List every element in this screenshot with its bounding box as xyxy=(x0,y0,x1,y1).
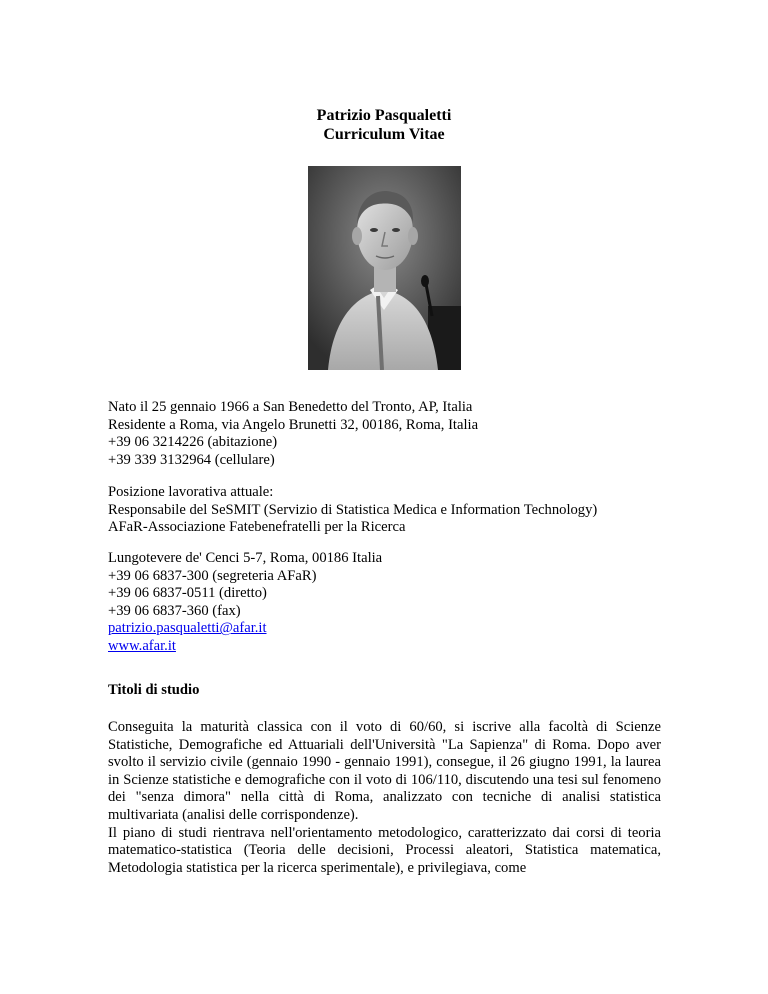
home-phone: +39 06 3214226 (abitazione) xyxy=(108,434,278,451)
position-role: Responsabile del SeSMIT (Servizio di Statistica Medica e Information Technology) xyxy=(108,501,598,518)
secretary-phone: +39 06 6837-300 (segreteria AFaR) xyxy=(108,567,317,584)
current-position xyxy=(108,484,661,537)
education-text xyxy=(108,719,661,877)
portrait-photo xyxy=(308,166,461,370)
section-heading-education: Titoli di studio xyxy=(108,682,200,698)
email-link[interactable]: patrizio.pasqualetti@afar.it xyxy=(108,620,267,637)
birth-info: Nato il 25 gennaio 1966 a San Benedetto del Tronto, AP, Italia xyxy=(108,399,473,415)
document-subtitle: Curriculum Vitae xyxy=(323,126,445,143)
personal-info xyxy=(108,399,661,469)
position-organization: AFaR-Associazione Fatebenefratelli per la Ricerca xyxy=(108,519,406,536)
direct-phone: +39 06 6837-0511 (diretto) xyxy=(108,585,267,602)
work-contacts xyxy=(108,550,661,656)
education-paragraph-1: Conseguita la maturità classica con il voto di 60/60, si iscrive alla facoltà di Scienze Statistiche, Demografiche ed Attuariali dell'Università "La Sapienza" di Roma. Dopo aver svolto il servizio civile (gennaio 1990 - gennaio 1991), consegue, il 26 giugno 1991, la laurea in Scienze statistiche e demografiche con il voto di 106/110, discutendo una tesi sul fenomeno dei "senza dimora" nella città di Roma, analizzato con tecniche di analisi statistica multivariata (analisi delle corrispondenze). xyxy=(108,719,661,823)
position-label: Posizione lavorativa attuale: xyxy=(108,484,274,500)
mobile-phone: +39 339 3132964 (cellulare) xyxy=(108,451,275,468)
education-paragraph-2: Il piano di studi rientrava nell'orientamento metodologico, caratterizzato dai corsi di teoria matematico-statistica (Teoria delle decisioni, Processi aleatori, Statistica matematica, Metodologia statistica per la ricerca sperimentale), e privilegiava, come xyxy=(108,824,661,876)
residence-info: Residente a Roma, via Angelo Brunetti 32, 00186, Roma, Italia xyxy=(108,416,479,433)
person-name: Patrizio Pasqualetti xyxy=(316,107,452,124)
website-link[interactable]: www.afar.it xyxy=(108,637,176,654)
fax-number: +39 06 6837-360 (fax) xyxy=(108,602,241,619)
title-block xyxy=(0,106,768,144)
work-address: Lungotevere de' Cenci 5-7, Roma, 00186 Italia xyxy=(108,550,383,566)
